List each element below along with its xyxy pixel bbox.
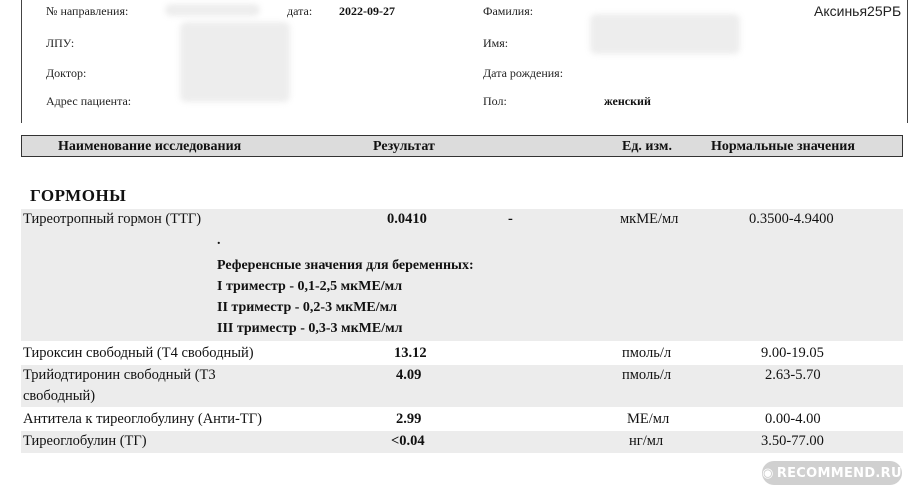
row-norm: 9.00-19.05 <box>761 345 824 361</box>
reference-trimester-2: II триместр - 0,2-3 мкМЕ/мл <box>217 300 398 315</box>
redacted-block <box>180 22 290 102</box>
header-norm-col: Нормальные значения <box>711 139 855 154</box>
row-name: Тиреотропный гормон (ТТГ) <box>23 211 202 227</box>
name-label: Имя: <box>483 36 509 50</box>
reference-title: Референсные значения для беременных: <box>217 258 474 273</box>
row-result: 4.09 <box>396 367 422 383</box>
row-norm: 2.63-5.70 <box>765 367 821 383</box>
redacted-name <box>590 14 740 54</box>
row-norm: 0.3500-4.9400 <box>749 211 834 227</box>
section-title: ГОРМОНЫ <box>30 186 127 205</box>
direction-label: № направления: <box>46 4 129 18</box>
row-norm: 0.00-4.00 <box>765 411 821 427</box>
row-result: 13.12 <box>394 345 427 361</box>
sex-value: женский <box>604 94 651 108</box>
frame-left-border <box>21 0 22 123</box>
reference-trimester-3: III триместр - 0,3-3 мкМЕ/мл <box>217 321 403 336</box>
header-unit-col: Ед. изм. <box>622 139 672 154</box>
reference-trimester-1: I триместр - 0,1-2,5 мкМЕ/мл <box>217 279 403 294</box>
row-name: Тиреоглобулин (ТГ) <box>23 433 147 449</box>
watermark-logo <box>762 461 902 485</box>
doctor-label: Доктор: <box>46 66 87 80</box>
redacted-direction <box>165 4 260 16</box>
row-unit: мкМЕ/мл <box>620 211 679 227</box>
sex-label: Пол: <box>483 94 507 108</box>
watermark-icon: ◉ <box>762 465 774 481</box>
date-label: дата: <box>287 4 313 18</box>
row-shade-tsh <box>21 209 903 341</box>
dob-label: Дата рождения: <box>483 66 564 80</box>
header-name-col: Наименование исследования <box>58 139 242 154</box>
row-name: Трийодтиронин свободный (Т3 <box>23 367 216 383</box>
row-result: 2.99 <box>396 411 422 427</box>
date-value: 2022-09-27 <box>339 4 395 18</box>
header-result-col: Результат <box>373 139 435 154</box>
row-name: Антитела к тиреоглобулину (Анти-ТГ) <box>23 411 262 427</box>
row-flag: - <box>508 211 513 227</box>
row-result: 0.0410 <box>387 211 427 227</box>
row-name-continued: свободный) <box>23 388 96 404</box>
user-tag: Аксинья25РБ <box>814 3 902 19</box>
lpu-label: ЛПУ: <box>46 36 75 50</box>
surname-label: Фамилия: <box>483 4 534 18</box>
watermark-text: RECOMMEND.RU <box>776 465 902 481</box>
row-unit: МЕ/мл <box>627 411 670 427</box>
row-unit: нг/мл <box>629 433 664 449</box>
row-unit: пмоль/л <box>622 345 672 361</box>
row-name: Тироксин свободный (Т4 свободный) <box>23 345 254 361</box>
reference-dot: . <box>217 233 221 248</box>
address-label: Адрес пациента: <box>46 94 132 108</box>
row-norm: 3.50-77.00 <box>761 433 824 449</box>
row-result: <0.04 <box>391 433 425 449</box>
row-unit: пмоль/л <box>622 367 672 383</box>
